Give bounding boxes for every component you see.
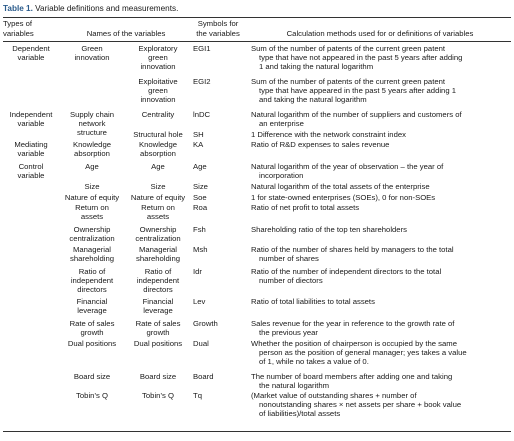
cell-sym: EGI1 xyxy=(193,44,211,53)
cell-line: number of diectors xyxy=(259,276,323,286)
type-line: variable xyxy=(17,149,45,159)
cell-line: (Market value of outstanding shares + number of xyxy=(251,391,417,400)
cell-line: Sales revenue for the year in reference to the growth rate of xyxy=(251,319,455,328)
cell-line: Dual positions xyxy=(67,339,117,348)
cell-line: Centrality xyxy=(141,110,175,119)
cell-sym: Dual xyxy=(193,339,209,348)
cell-n1 xyxy=(61,193,123,202)
cell-n1 xyxy=(61,267,123,295)
cell-line: Financial xyxy=(142,297,174,306)
cell-line: independent xyxy=(136,276,180,286)
cell-line: shareholding xyxy=(135,254,181,264)
cell-line: Size xyxy=(150,182,166,191)
cell-calc xyxy=(251,130,509,139)
type-line: variable xyxy=(17,171,45,181)
cell-line: Exploratory xyxy=(138,44,178,53)
cell-calc xyxy=(251,140,509,149)
cell-line: Ownership xyxy=(139,225,177,234)
cell-n1 xyxy=(61,182,123,191)
cell-line: Sum of the number of patents of the current green patent xyxy=(251,77,446,86)
type-independent xyxy=(3,110,59,128)
cell-n2 xyxy=(127,44,189,72)
cell-line: Natural logarithm of the year of observation – the year of xyxy=(251,162,444,171)
cell-n2 xyxy=(127,140,189,158)
cell-line: Ratio of the number of independent directors to the total xyxy=(251,267,442,276)
cell-line: of liabilities)/total assets xyxy=(259,409,341,419)
cell-line: innovation xyxy=(140,95,176,105)
cell-n1 xyxy=(61,203,123,221)
cell-n2 xyxy=(127,182,189,191)
cell-line: Board size xyxy=(139,372,177,381)
cell-sym: Soe xyxy=(193,193,207,202)
cell-line: leverage xyxy=(77,306,107,316)
cell-n1 xyxy=(61,319,123,337)
cell-sym: Size xyxy=(193,182,208,191)
cell-calc xyxy=(251,193,509,202)
cell-line: Ratio of total liabilities to total assets xyxy=(251,297,375,306)
type-line: Mediating xyxy=(14,140,48,149)
cell-line: Shareholding ratio of the top ten shareholders xyxy=(251,225,407,234)
cell-line: 1 Difference with the network constraint index xyxy=(251,130,406,139)
header-symbols xyxy=(188,19,248,39)
type-dependent xyxy=(3,44,59,62)
cell-n2 xyxy=(127,130,189,139)
cell-line: person as the position of general manager; yes takes a value xyxy=(259,348,467,358)
cell-line: Age xyxy=(85,162,99,171)
cell-line: Tobin’s Q xyxy=(142,391,174,400)
cell-line: independent xyxy=(70,276,114,286)
cell-line: directors xyxy=(77,285,107,295)
cell-n2 xyxy=(127,339,189,348)
cell-sym: lnDC xyxy=(193,110,211,119)
cell-line: Tobin’s Q xyxy=(76,391,108,400)
type-line: Control xyxy=(18,162,44,171)
cell-calc xyxy=(251,182,509,191)
cell-sym: Board xyxy=(193,372,214,381)
cell-line: Knowledge xyxy=(72,140,112,149)
cell-line: Nature of equity xyxy=(130,193,186,202)
cell-sym: Fsh xyxy=(193,225,206,234)
cell-n1 xyxy=(61,162,123,171)
header-types-line: Types of xyxy=(3,19,33,28)
cell-line: network xyxy=(78,119,106,129)
cell-line: Natural logarithm of the number of suppliers and customers of xyxy=(251,110,462,119)
top-rule xyxy=(3,17,511,18)
cell-sym: Roa xyxy=(193,203,208,212)
cell-line: 1 for state-owned enterprises (SOEs), 0 for non-SOEs xyxy=(251,193,436,202)
cell-sym: Growth xyxy=(193,319,218,328)
cell-n1 xyxy=(61,372,123,381)
cell-sym: Idr xyxy=(193,267,202,276)
cell-line: innovation xyxy=(140,62,176,72)
cell-line: Whether the position of chairperson is occupied by the same xyxy=(251,339,457,348)
cell-n2 xyxy=(127,193,189,202)
cell-line: growth xyxy=(146,328,170,338)
type-line: variable xyxy=(17,53,45,63)
cell-calc xyxy=(251,110,509,128)
cell-calc xyxy=(251,391,509,419)
table-caption xyxy=(3,3,511,15)
table-label: Table 1. xyxy=(3,4,33,13)
cell-line: Size xyxy=(84,182,100,191)
cell-calc xyxy=(251,245,509,263)
cell-line: Structural hole xyxy=(133,130,183,139)
cell-line: incorporation xyxy=(259,171,304,181)
cell-line: absorption xyxy=(74,149,110,159)
cell-line: 1 and taking the natural logarithm xyxy=(259,62,374,72)
cell-n1 xyxy=(61,110,123,138)
cell-line: growth xyxy=(80,328,104,338)
cell-line: Knowledge xyxy=(138,140,178,149)
cell-sym: SH xyxy=(193,130,204,139)
cell-line: Dual positions xyxy=(133,339,183,348)
cell-line: an enterprise xyxy=(259,119,304,129)
header-calc: Calculation methods used for or definitions of variables xyxy=(286,29,474,38)
cell-line: Return on xyxy=(141,203,175,212)
cell-calc xyxy=(251,203,509,212)
cell-n1 xyxy=(61,245,123,263)
cell-calc xyxy=(251,372,509,390)
cell-n2 xyxy=(127,245,189,263)
type-line: variable xyxy=(17,119,45,129)
cell-sym: Age xyxy=(193,162,207,171)
cell-line: Ratio of xyxy=(78,267,106,276)
cell-n1 xyxy=(61,225,123,243)
cell-line: green xyxy=(148,86,168,96)
cell-line: Ratio of the number of shares held by managers to the total xyxy=(251,245,454,254)
cell-n2 xyxy=(127,110,189,119)
cell-line: Ratio of xyxy=(144,267,172,276)
cell-sym: KA xyxy=(193,140,204,149)
cell-line: innovation xyxy=(74,53,110,63)
cell-line: Ownership xyxy=(73,225,111,234)
cell-line: Sum of the number of patents of the current green patent xyxy=(251,44,446,53)
cell-n1 xyxy=(61,44,123,62)
cell-line: Supply chain xyxy=(69,110,115,119)
cell-sym: Tq xyxy=(193,391,202,400)
cell-line: Green xyxy=(81,44,103,53)
cell-line: directors xyxy=(143,285,173,295)
type-control xyxy=(3,162,59,180)
cell-n1 xyxy=(61,140,123,158)
cell-line: Managerial xyxy=(72,245,112,254)
cell-line: The number of board members after adding one and taking xyxy=(251,372,453,381)
cell-line: assets xyxy=(80,212,104,222)
cell-line: nonoutstanding shares × net assets per share + book value xyxy=(259,400,462,410)
cell-line: Rate of sales xyxy=(135,319,181,328)
cell-calc xyxy=(251,44,509,72)
cell-line: assets xyxy=(146,212,170,222)
cell-sym: EGI2 xyxy=(193,77,211,86)
cell-calc xyxy=(251,319,509,337)
cell-line: Return on xyxy=(75,203,109,212)
cell-line: centralization xyxy=(69,234,115,244)
cell-line: and taking the natural logarithm xyxy=(259,95,367,105)
cell-n2 xyxy=(127,225,189,243)
cell-n1 xyxy=(61,297,123,315)
cell-n2 xyxy=(127,162,189,171)
header-types-line: variables xyxy=(3,29,34,38)
cell-calc xyxy=(251,339,509,367)
header-types xyxy=(3,19,59,39)
cell-calc xyxy=(251,225,509,234)
cell-line: type that have appeared in the past 5 years after adding 1 xyxy=(259,86,457,96)
cell-line: absorption xyxy=(140,149,176,159)
cell-line: the natural logarithm xyxy=(259,381,330,391)
cell-n2 xyxy=(127,372,189,381)
cell-line: Natural logarithm of the total assets of the enterprise xyxy=(251,182,430,191)
bottom-rule xyxy=(3,431,511,432)
cell-n2 xyxy=(127,77,189,105)
cell-n2 xyxy=(127,203,189,221)
cell-n2 xyxy=(127,267,189,295)
cell-line: Nature of equity xyxy=(64,193,120,202)
cell-line: green xyxy=(148,53,168,63)
type-line: Independent xyxy=(9,110,53,119)
cell-sym: Lev xyxy=(193,297,206,306)
cell-line: Managerial xyxy=(138,245,178,254)
cell-n2 xyxy=(127,391,189,400)
cell-n2 xyxy=(127,297,189,315)
table-title: Variable definitions and measurements. xyxy=(35,4,179,13)
cell-line: Ratio of net profit to total assets xyxy=(251,203,360,212)
cell-calc xyxy=(251,267,509,285)
cell-sym: Msh xyxy=(193,245,208,254)
type-line: Dependent xyxy=(12,44,50,53)
header-names: Names of the variables xyxy=(86,29,166,38)
cell-line: Age xyxy=(151,162,165,171)
cell-line: Financial xyxy=(76,297,108,306)
cell-n1 xyxy=(61,339,123,348)
cell-line: type that have not appeared in the past 5 years after adding xyxy=(259,53,463,63)
cell-n2 xyxy=(127,319,189,337)
type-mediating xyxy=(3,140,59,158)
header-symbols-line: the variables xyxy=(196,29,240,38)
cell-line: structure xyxy=(77,128,107,138)
cell-n1 xyxy=(61,391,123,400)
cell-calc xyxy=(251,162,509,180)
cell-line: Board size xyxy=(73,372,111,381)
cell-line: Ratio of R&D expenses to sales revenue xyxy=(251,140,390,149)
cell-line: the previous year xyxy=(259,328,318,338)
header-rule xyxy=(3,41,511,42)
cell-line: of 1, while no takes a value of 0. xyxy=(259,357,369,367)
header-symbols-line: Symbols for xyxy=(197,19,239,28)
cell-line: Exploitative xyxy=(138,77,178,86)
cell-line: number of shares xyxy=(259,254,319,264)
cell-line: Rate of sales xyxy=(69,319,115,328)
cell-line: leverage xyxy=(143,306,173,316)
cell-line: centralization xyxy=(135,234,181,244)
cell-calc xyxy=(251,297,509,306)
cell-line: shareholding xyxy=(69,254,115,264)
cell-calc xyxy=(251,77,509,105)
